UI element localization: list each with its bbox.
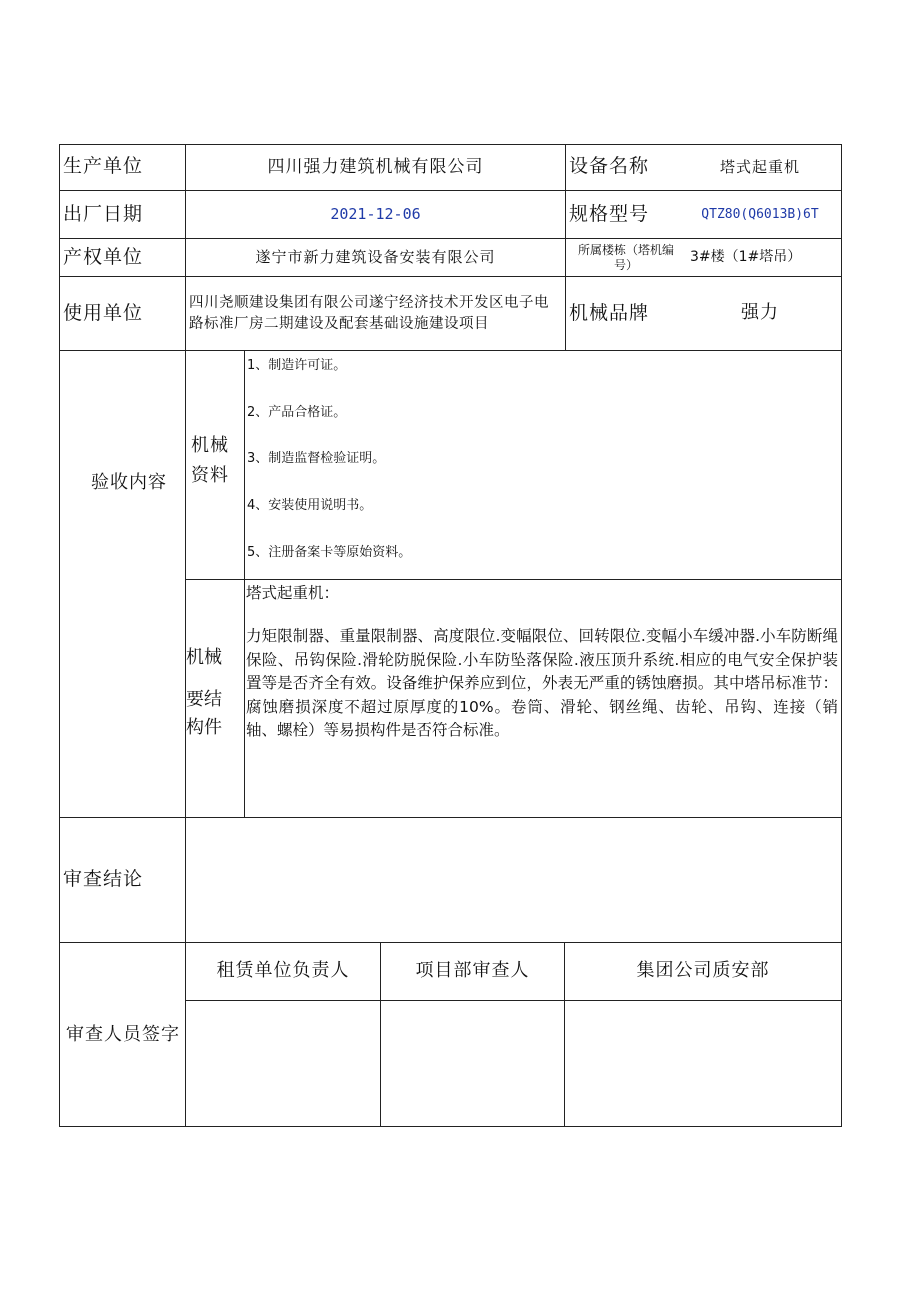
materials-item: 3、制造监督检验证明。: [247, 451, 386, 466]
inspection-form-table: [59, 144, 842, 1126]
user-unit-label: 使用单位: [63, 301, 144, 324]
signatures-label: 审查人员签字: [66, 1023, 180, 1045]
structure-title: 塔式起重机：: [246, 584, 340, 602]
production-unit-label: 生产单位: [63, 155, 144, 178]
structure-label: [186, 644, 238, 742]
model-spec-value: QTZ80(Q6013B)6T: [701, 206, 819, 222]
building-tower-label: 所属楼栋（塔机编号）: [577, 242, 674, 272]
materials-item: 5、注册备案卡等原始资料。: [247, 545, 412, 560]
acceptance-content-label: 验收内容: [91, 472, 167, 493]
conclusion-label: 审查结论: [63, 868, 144, 891]
equipment-name-label: 设备名称: [569, 155, 650, 178]
structure-label-line3: 构件: [186, 717, 222, 738]
property-unit-value: 遂宁市新力建筑设备安装有限公司: [255, 248, 496, 267]
building-tower-value: 3#楼（1#塔吊）: [690, 249, 802, 266]
materials-item: 2、产品合格证。: [247, 405, 347, 420]
structure-label-line2: 要结: [186, 689, 222, 710]
materials-label: 机械资料: [191, 435, 229, 486]
model-spec-label: 规格型号: [569, 202, 650, 225]
machine-brand-value: 强力: [741, 302, 779, 324]
lessor-head-header: 租赁单位负责人: [216, 960, 350, 982]
group-quality-safety-header: 集团公司质安部: [636, 960, 770, 982]
structure-text: 力矩限制器、重量限制器、高度限位.变幅限位、回转限位.变幅小车缓冲器.小车防断绳保险、吊钩保险.滑轮防脱保险.小车防坠落保险.液压顶升系统.相应的电气安全保护装置等是否齐全有效。设备维护保养应到位，外表无严重的锈蚀磨损。其中塔吊标准节：腐蚀磨损深度不超过原厚度的10%。卷筒、滑轮、钢丝绳、齿轮、吊钩、连接（销轴、螺栓）等易损构件是否符合标准。: [246, 627, 838, 739]
user-unit-value: 四川尧顺建设集团有限公司遂宁经济技术开发区电子电路标准厂房二期建设及配套基础设施建设项目: [189, 294, 549, 332]
lessor-head-signature[interactable]: [186, 1001, 380, 1126]
materials-list: [247, 352, 837, 577]
equipment-name-value: 塔式起重机: [719, 157, 800, 176]
conclusion-value: [186, 818, 841, 942]
materials-item: 1、制造许可证。: [247, 358, 347, 373]
project-reviewer-signature[interactable]: [381, 1001, 564, 1126]
materials-item: 4、安装使用说明书。: [247, 498, 373, 513]
factory-date-value: 2021-12-06: [330, 205, 421, 224]
factory-date-label: 出厂日期: [63, 202, 144, 225]
property-unit-label: 产权单位: [63, 245, 144, 268]
production-unit-value: 四川强力建筑机械有限公司: [267, 156, 484, 177]
group-quality-safety-signature[interactable]: [565, 1001, 841, 1126]
project-reviewer-header: 项目部审查人: [415, 960, 530, 982]
machine-brand-label: 机械品牌: [569, 301, 650, 324]
structure-label-line1: 机械: [186, 647, 222, 668]
